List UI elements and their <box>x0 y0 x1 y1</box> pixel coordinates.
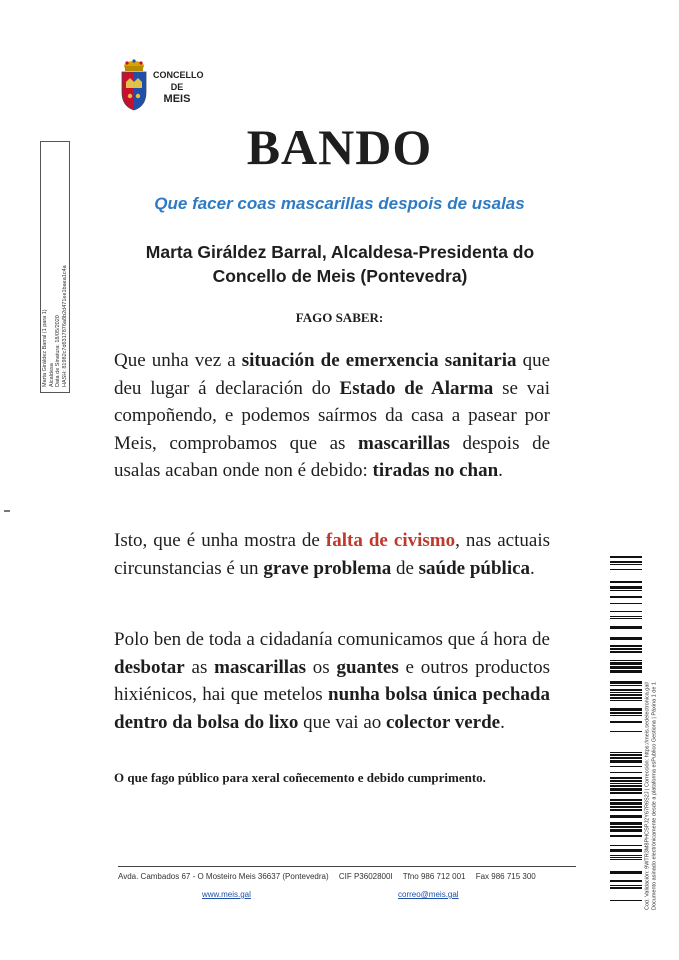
barcode-bar <box>610 685 642 686</box>
barcode-bar <box>610 871 642 874</box>
p3-bold-4: nunha bolsa única pechada dentro da bolsa do lixo <box>114 684 551 733</box>
barcode-bar <box>610 731 642 732</box>
barcode-bar <box>610 637 642 640</box>
paragraph-1 <box>114 347 550 485</box>
p3-text-2: as <box>184 656 215 678</box>
paragraph-3 <box>114 626 550 736</box>
barcode-bar <box>610 880 642 882</box>
barcode-bar <box>610 766 642 767</box>
p1-text-4: despois de usalas acaban onde non é debido: <box>114 432 551 481</box>
signature-stamp <box>40 141 70 393</box>
barcode-bar <box>610 780 642 782</box>
footer-address: Avda. Cambados 67 - O Mosteiro Meis 36637 (Pontevedra) <box>118 872 329 881</box>
author-line-2: Concello de Meis (Pontevedra) <box>212 266 468 286</box>
barcode-bar <box>610 799 642 801</box>
barcode-bar <box>610 715 642 716</box>
barcode-bar <box>610 822 642 825</box>
barcode-bar <box>610 586 642 589</box>
p1-text-3: se vai compoñendo, e podemos saírmos da casa a pasear por Meis, comprobamos que as <box>114 377 550 454</box>
p2-text-2: , nas actuais circunstancias é un <box>114 530 550 579</box>
barcode-bar <box>610 581 642 583</box>
barcode-bar <box>610 596 642 598</box>
author-line-1: Marta Giráldez Barral, Alcaldesa-Presidenta do <box>145 242 535 262</box>
barcode-bar <box>610 660 642 661</box>
barcode-bar <box>610 806 642 808</box>
barcode-bar <box>610 777 642 779</box>
p1-bold-1: situación de emerxencia sanitaria <box>241 350 517 371</box>
paragraph-2 <box>114 527 550 582</box>
barcode-bar <box>610 752 642 753</box>
footer-phone: Tfno 986 712 001 <box>402 872 466 881</box>
barcode-bar <box>610 859 642 860</box>
barcode-bar <box>610 772 642 773</box>
p1-bold-3: mascarillas <box>358 432 450 454</box>
p2-bold-2: saúde pública <box>418 557 531 579</box>
barcode-bar <box>610 802 642 805</box>
barcode-bar <box>610 603 642 604</box>
closing-statement: O que fago público para xeral coñecemento e debido cumprimento. <box>114 770 486 785</box>
barcode-bar <box>610 561 642 563</box>
signature-line-2: Alcaldesa <box>48 363 55 387</box>
barcode-bar <box>610 689 642 691</box>
barcode-bar <box>610 590 642 591</box>
logo-line-3: MEIS <box>163 93 191 105</box>
barcode-bar <box>610 900 642 901</box>
scan-mark <box>4 510 10 512</box>
footer-cif: CIF P3602800I <box>338 872 393 881</box>
barcode-bar <box>610 792 642 794</box>
fago-saber-heading: FAGO SABER: <box>295 310 384 325</box>
barcode-bar <box>610 626 642 629</box>
footer-fax: Fax 986 715 300 <box>475 872 536 881</box>
logo-line-1: CONCELLO <box>153 70 204 80</box>
barcode-bar <box>610 611 642 612</box>
footer-contact <box>118 872 580 881</box>
p2-red-emphasis: falta de civismo <box>325 530 456 551</box>
barcode-bar <box>610 857 642 858</box>
author-block <box>100 240 580 288</box>
p2-bold-1: grave problema <box>263 557 392 579</box>
p3-text-4: e outros productos hixiénicos, hai que metelos <box>114 656 551 705</box>
p1-text-5: . <box>498 460 503 481</box>
barcode-bar <box>610 645 642 647</box>
barcode-bar <box>610 651 642 653</box>
barcode-bar <box>610 569 642 570</box>
barcode-bar <box>610 721 642 723</box>
document-subtitle: Que facer coas mascarillas despois de usalas <box>154 194 525 213</box>
barcode-bar <box>610 670 642 673</box>
barcode-bar <box>610 757 642 759</box>
barcode-bar <box>610 662 642 665</box>
barcode-bar <box>610 564 642 565</box>
barcode-bar <box>610 835 642 837</box>
barcode-bar <box>610 700 642 701</box>
barcode-bar <box>610 849 642 852</box>
barcode-bar <box>610 829 642 832</box>
logo-wordmark <box>153 69 204 105</box>
p3-bold-1: desbotar <box>114 656 185 678</box>
barcode-bar <box>610 809 642 811</box>
barcode-bar <box>610 556 642 558</box>
signature-stamp-text <box>42 147 68 387</box>
p1-bold-4: tiradas no chan <box>372 460 499 481</box>
footer-divider <box>118 866 576 867</box>
barcode-icon <box>610 556 642 906</box>
barcode-bar <box>610 618 642 619</box>
p3-text-6: . <box>500 711 505 733</box>
barcode-bar <box>610 855 642 856</box>
p3-bold-5: colector verde <box>386 711 501 733</box>
p2-text-3: de <box>391 557 419 579</box>
barcode-bar <box>610 826 642 828</box>
barcode-bar <box>610 648 642 650</box>
barcode-bar <box>610 694 642 696</box>
p1-bold-2: Estado de Alarma <box>339 377 494 399</box>
validation-line-1: Cod. Validación: 9WTR3M8PHCSPJ2Y67R6S2J | Corrección: https://meis.sedelectronica.gal/ <box>644 681 651 910</box>
barcode-bar <box>610 785 642 787</box>
p3-text-1: Polo ben de toda a cidadanía comunicamos que á hora de <box>114 629 550 650</box>
barcode-bar <box>610 887 642 889</box>
barcode-bar <box>610 697 642 699</box>
barcode-bar <box>610 783 642 784</box>
footer-email-link[interactable]: correo@meis.gal <box>398 890 459 899</box>
p3-bold-2: mascarillas <box>214 656 306 678</box>
validation-text <box>645 610 658 910</box>
barcode-bar <box>610 788 642 791</box>
barcode-bar <box>610 692 642 693</box>
footer-web-link[interactable]: www.meis.gal <box>202 890 251 899</box>
signature-line-1: Marta Giráldez Barral (1 para 1) <box>42 309 48 387</box>
barcode-bar <box>610 708 642 711</box>
validation-line-2: Documento asinado electrónicamente desde a plataforma esPublico Gestiona | Páxina 1 de 1 <box>651 682 657 910</box>
p3-bold-3: guantes <box>336 656 399 678</box>
p1-text-2: que deu lugar á declaración do <box>114 350 551 399</box>
p1-text-1: Que unha vez a <box>114 350 242 371</box>
p3-text-3: os <box>305 656 337 678</box>
barcode-bar <box>610 885 642 886</box>
municipal-coat-of-arms-icon <box>117 58 151 112</box>
signature-line-4: HASH: 81982c7d6317876a8b2d471ee1baea1c4a <box>61 265 68 387</box>
p2-text-4: . <box>530 557 535 579</box>
barcode-bar <box>610 712 642 714</box>
barcode-bar <box>610 845 642 846</box>
p3-text-5: que vai ao <box>298 711 386 733</box>
barcode-bar <box>610 760 642 763</box>
barcode-bar <box>610 815 642 818</box>
barcode-bar <box>610 754 642 756</box>
signature-line-3: Data de Sinatura: 18/05/2020 <box>55 315 61 387</box>
barcode-bar <box>610 666 642 669</box>
logo-line-2: DE <box>170 82 184 92</box>
barcode-bar <box>610 681 642 684</box>
barcode-bar <box>610 616 642 617</box>
p2-text-1: Isto, que é unha mostra de <box>114 530 326 551</box>
document-title: BANDO <box>246 119 433 175</box>
